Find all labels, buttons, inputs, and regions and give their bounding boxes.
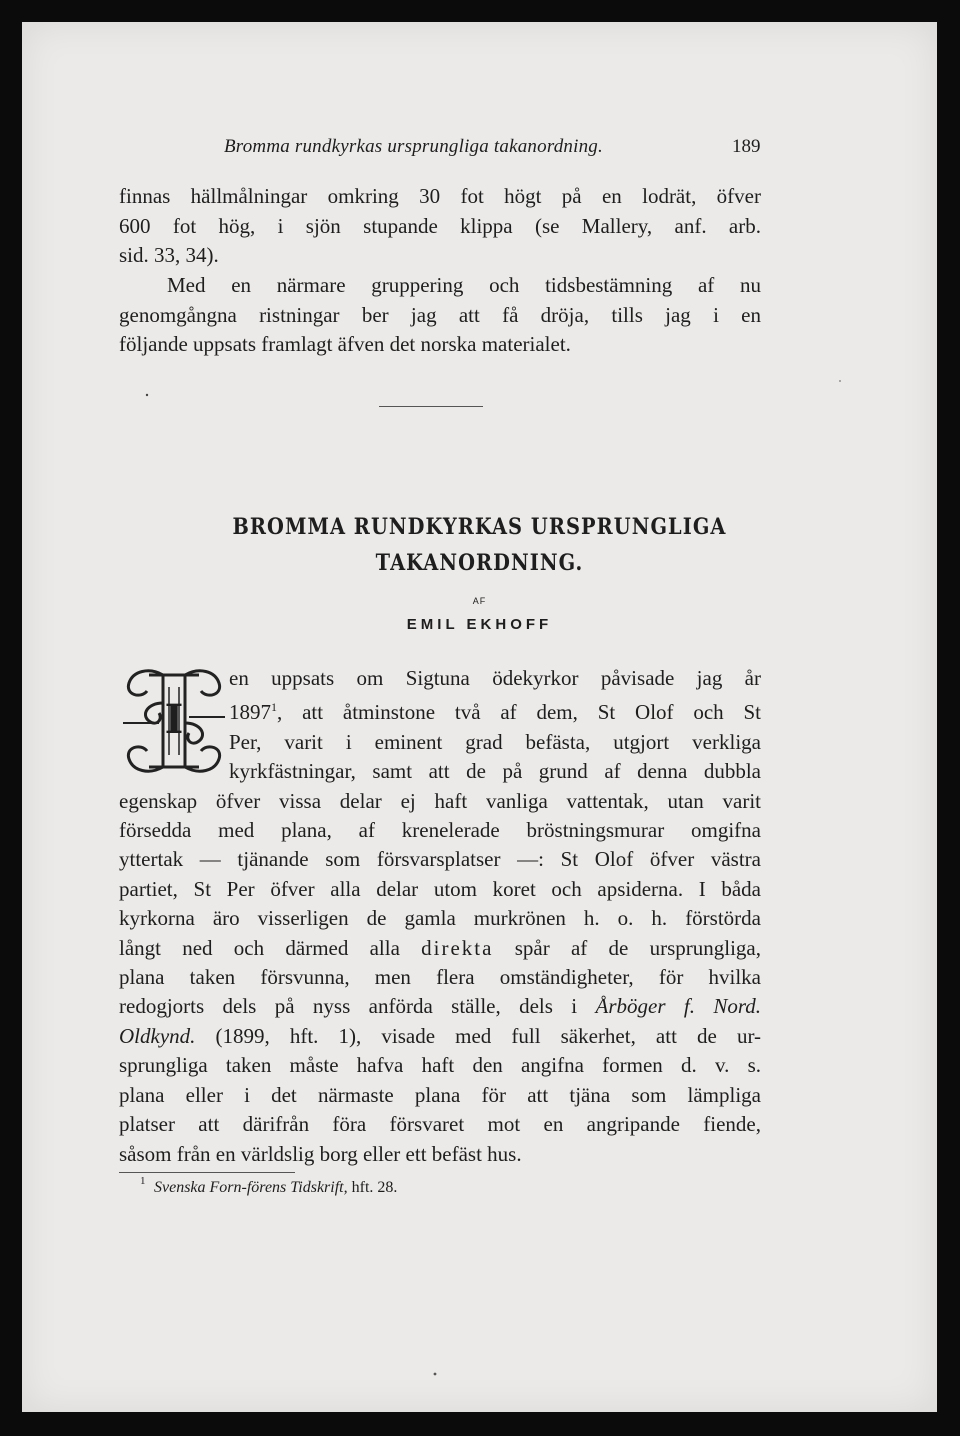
article-title: BROMMA RUNDKYRKAS URSPRUNGLIGA: [232, 514, 727, 540]
footnote-mark: 1: [140, 1175, 146, 1187]
book-page: [22, 22, 937, 1412]
article-body: [119, 664, 761, 1169]
text-line: yttertak — tjänande som försvarsplatser —: St Olof öfver västra: [119, 847, 761, 872]
text-fragment: redogjorts dels på nyss anförda ställe, dels i: [119, 994, 578, 1019]
text-line: genomgångna ristningar ber jag att få dröja, tills jag i en: [119, 302, 761, 327]
text-line: såsom från en världslig borg eller ett befäst hus.: [119, 1141, 522, 1166]
section-divider: [379, 406, 483, 407]
running-head: [22, 136, 937, 162]
text-fragment: spår af de ursprungliga,: [514, 935, 761, 960]
author-name: EMIL EKHOFF: [406, 616, 553, 633]
text-line: [119, 992, 761, 1021]
text-line: sid. 33, 34).: [119, 243, 219, 267]
intro-paragraph-2: [119, 271, 761, 360]
text-line: [119, 934, 761, 963]
text-line: kyrkorna äro visserligen de gamla murkrönen h. o. h. förstörda: [119, 906, 761, 931]
text-line: plana eller i det närmaste plana för att tjäna som lämpliga: [119, 1082, 761, 1107]
page-number: 189: [732, 136, 761, 157]
text-line: egenskap öfver vissa delar ej haft vanliga vattentak, utan varit: [119, 788, 761, 813]
footnote-source: Svenska Forn-förens Tidskrift,: [154, 1179, 348, 1196]
text-line: Med en närmare gruppering och tidsbestämning af nu: [167, 273, 761, 297]
text-line: sprungliga taken måste hafva haft den angifna formen d. v. s.: [119, 1053, 761, 1078]
text-line: plana taken försvunna, men flera omständigheter, för hvilka: [119, 965, 761, 990]
text-fragment: (1899, hft. 1), visade med full säkerhet, att de ur-: [215, 1023, 762, 1048]
text-line: försedda med plana, af krenelerade bröstningsmurar omgifna: [119, 818, 761, 843]
spaced-word: direkta: [421, 935, 494, 960]
journal-title: Årböger f. Nord.: [595, 994, 762, 1019]
text-line: platser att därifrån föra försvaret mot en angripande fiende,: [119, 1112, 761, 1137]
text-line: Per, varit i eminent grad befästa, utgjort verkliga: [229, 729, 761, 754]
journal-title-cont: Oldkynd.: [119, 1023, 196, 1048]
byline-prefix: AF: [472, 596, 487, 606]
text-line: kyrkfästningar, samt att de på grund af denna dubbla: [229, 759, 761, 784]
initial-letter: I: [164, 696, 184, 743]
footnote-rule: [119, 1172, 295, 1173]
text-line: en uppsats om Sigtuna ödekyrkor påvisade jag år: [229, 666, 761, 690]
text-line: finnas hällmålningar omkring 30 fot högt på en lodrät, öfver: [119, 184, 761, 208]
running-head-title: Bromma rundkyrkas ursprungliga takanordning.: [224, 136, 603, 157]
text-fragment: , att åtminstone två af dem, St Olof och St: [277, 700, 761, 725]
intro-paragraph: [119, 182, 761, 271]
footnote: [140, 1175, 398, 1197]
text-line: [119, 693, 761, 727]
year: 1897: [229, 700, 271, 725]
text-line: 600 fot hög, i sjön stupande klippa (se Mallery, anf. arb.: [119, 213, 761, 238]
text-fragment: långt ned och därmed alla: [119, 935, 400, 960]
article-title-line-2: TAKANORDNING.: [375, 550, 584, 576]
footnote-ref[interactable]: 1: [271, 700, 277, 715]
text-line: [119, 1022, 761, 1051]
text-line: partiet, St Per öfver alla delar utom koret och apsiderna. I båda: [119, 876, 761, 901]
footnote-detail: hft. 28.: [351, 1179, 398, 1196]
text-line: följande uppsats framlagt äfven det norska materialet.: [119, 332, 571, 356]
